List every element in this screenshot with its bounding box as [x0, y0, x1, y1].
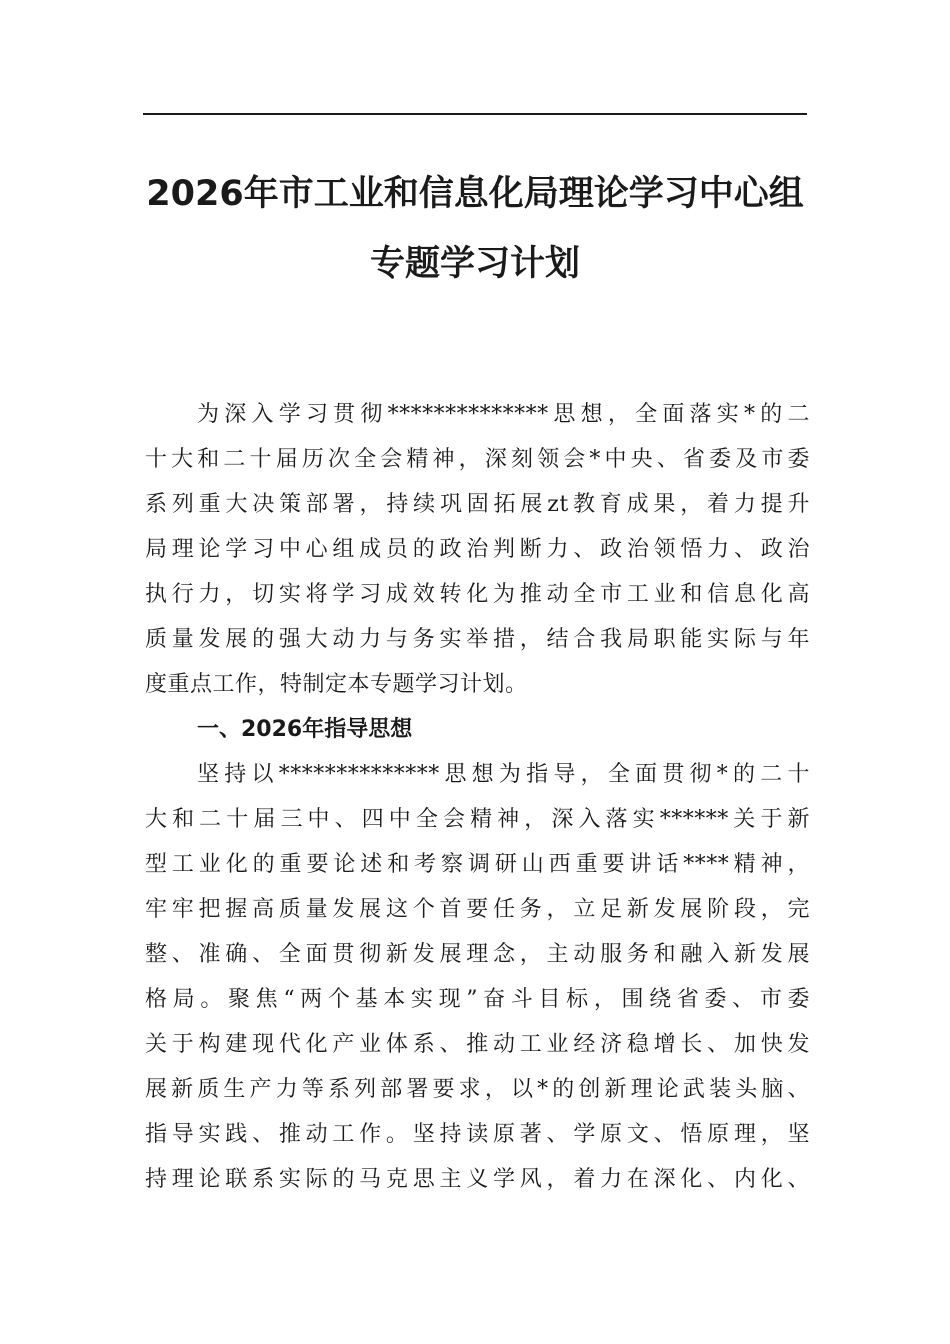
paragraph-line: 格局。聚焦“两个基本实现”奋斗目标，围绕省委、市委: [145, 987, 810, 1012]
paragraph-line: 为深入学习贯彻**************思想，全面落实*的二: [197, 402, 810, 427]
paragraph-line: 坚持以**************思想为指导，全面贯彻*的二十: [197, 762, 810, 787]
paragraph-line: 展新质生产力等系列部署要求，以*的创新理论武装头脑、: [145, 1077, 810, 1102]
paragraph-line: 局理论学习中心组成员的政治判断力、政治领悟力、政治: [145, 537, 810, 562]
paragraph-line: 度重点工作，特制定本专题学习计划。: [145, 672, 528, 697]
section-heading: 一、2026年指导思想: [197, 717, 413, 742]
paragraph-line: 质量发展的强大动力与务实举措，结合我局职能实际与年: [145, 627, 810, 652]
document-title-line-1: 2026年市工业和信息化局理论学习中心组: [146, 174, 804, 214]
paragraph-line: 指导实践、推动工作。坚持读原著、学原文、悟原理，坚: [145, 1122, 810, 1147]
paragraph-line: 整、准确、全面贯彻新发展理念，主动服务和融入新发展: [145, 942, 810, 967]
header-rule: [143, 113, 807, 115]
paragraph-line: 大和二十届三中、四中全会精神，深入落实******关于新: [145, 807, 810, 832]
paragraph-line: 型工业化的重要论述和考察调研山西重要讲话****精神，: [145, 852, 810, 877]
paragraph-line: 牢牢把握高质量发展这个首要任务，立足新发展阶段，完: [145, 897, 810, 922]
document-title-line-2: 专题学习计划: [369, 244, 580, 284]
paragraph-line: 关于构建现代化产业体系、推动工业经济稳增长、加快发: [145, 1032, 810, 1057]
paragraph-line: 系列重大决策部署，持续巩固拓展zt教育成果，着力提升: [145, 492, 810, 517]
paragraph-line: 持理论联系实际的马克思主义学风，着力在深化、内化、: [145, 1167, 810, 1192]
paragraph-line: 执行力，切实将学习成效转化为推动全市工业和信息化高: [145, 582, 810, 607]
paragraph-line: 十大和二十届历次全会精神，深刻领会*中央、省委及市委: [145, 447, 810, 472]
